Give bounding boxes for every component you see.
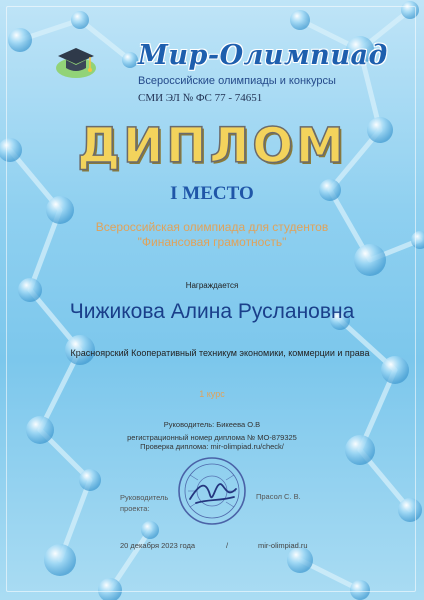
round-seal-stamp-icon	[176, 455, 248, 527]
course-label: 1 курс	[199, 389, 225, 399]
logo-title: Мир-Олимпиад	[138, 40, 388, 71]
awarded-label: Награждается	[185, 281, 239, 290]
recipient-name: Чижикова Алина Руслановна	[69, 300, 355, 323]
registration-number: регистрационный номер диплома № МО-879325	[127, 433, 297, 442]
organization-name: Красноярский Кооперативный техникум экономики, коммерции и права	[70, 348, 370, 358]
diploma-heading: ДИПЛОМ	[77, 118, 347, 174]
check-line: Проверка диплома: mir-olimpiad.ru/check/	[140, 442, 284, 451]
logo-registration: СМИ ЭЛ № ФС 77 - 74651	[138, 92, 263, 104]
signatory-name: Прасол С. В.	[256, 492, 301, 501]
olympiad-line-2: "Финансовая грамотность"	[137, 235, 287, 249]
logo-subtitle: Всероссийские олимпиады и конкурсы	[138, 75, 336, 87]
graduation-cap-icon	[54, 38, 98, 82]
signature-label: Руководитель проекта:	[120, 493, 169, 513]
issue-date: 20 декабря 2023 года	[120, 541, 196, 550]
olympiad-title	[20, 220, 404, 250]
leader-line: Руководитель: Бикеева О.В	[163, 420, 261, 429]
date-separator: /	[226, 541, 229, 550]
website-url: mir-olimpiad.ru	[258, 541, 308, 550]
olympiad-line-1: Всероссийская олимпиада для студентов	[95, 220, 329, 234]
place-title: I МЕСТО	[170, 183, 254, 204]
